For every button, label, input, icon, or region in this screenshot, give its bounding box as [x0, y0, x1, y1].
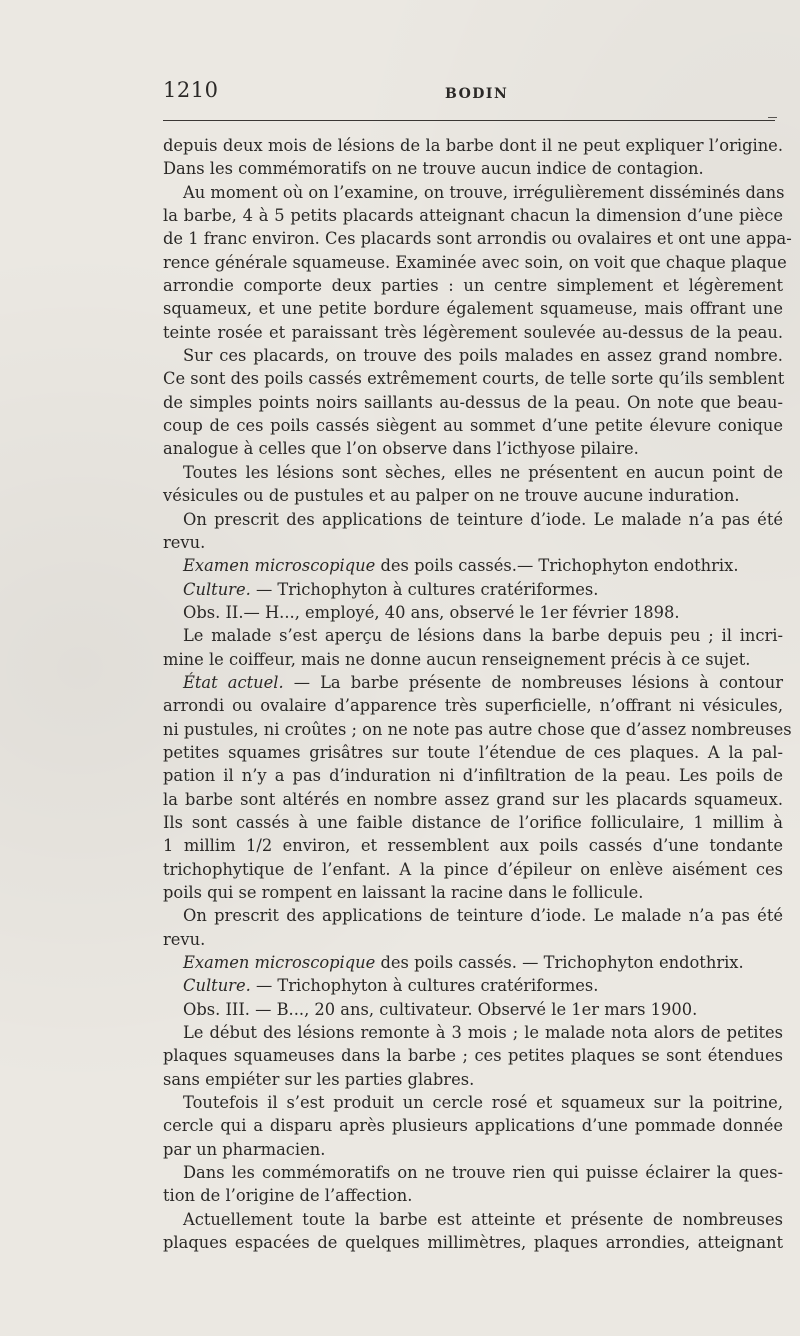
line-text: — Trichophyton à cultures cratériformes.: [250, 579, 599, 599]
line-text: des poils cassés.— Trichophyton endothrix.: [375, 556, 739, 576]
text-line: plaques espacées de quelques millimètres, plaques arrondies, atteignant: [163, 1233, 783, 1253]
text-line: la barbe sont altérés en nombre assez grand sur les placards squameux.: [163, 789, 783, 809]
running-head: BODIN: [445, 86, 509, 102]
text-line: rence générale squameuse. Examinée avec soin, on voit que chaque plaque: [163, 252, 787, 272]
text-line: Ce sont des poils cassés extrêmement courts, de telle sorte qu’ils semblent: [163, 369, 785, 389]
text-line: Au moment où on l’examine, on trouve, irrégulièrement disséminés dans: [183, 182, 785, 202]
text-line: On prescrit des applications de teinture d’iode. Le malade n’a pas été: [183, 906, 783, 926]
body-text: [163, 134, 792, 1255]
text-line: squameux, et une petite bordure également squameuse, mais offrant une: [163, 299, 783, 319]
text-line: Le début des lésions remonte à 3 mois ; le malade nota alors de petites: [183, 1023, 783, 1043]
italic-heading: Culture.: [183, 579, 251, 599]
text-line: Actuellement toute la barbe est atteinte et présente de nombreuses: [183, 1209, 783, 1229]
text-line: analogue à celles que l’on observe dans l’icthyose pilaire.: [163, 439, 639, 459]
text-line: poils qui se rompent en laissant la racine dans le follicule.: [163, 883, 644, 902]
line-text: des poils cassés. — Trichophyton endothrix.: [375, 953, 744, 973]
text-line: pation il n’y a pas d’induration ni d’infiltration de la peau. Les poils de: [163, 766, 783, 786]
text-line: 1 millim 1/2 environ, et ressemblent aux poils cassés d’une tondante: [163, 836, 783, 856]
text-line: cercle qui a disparu après plusieurs applications d’une pommade donnée: [163, 1116, 783, 1136]
text-line: Toutes les lésions sont sèches, elles ne présentent en aucun point de: [183, 462, 783, 482]
text-line: trichophytique de l’enfant. A la pince d’épileur on enlève aisément ces: [163, 859, 783, 879]
text-line: arrondie comporte deux parties : un centre simplement et légèrement: [163, 276, 783, 296]
text-line: revu.: [163, 929, 206, 949]
line-text: — Trichophyton à cultures cratériformes.: [250, 976, 599, 996]
text-line: de simples points noirs saillants au-dessus de la peau. On note que beau-: [163, 392, 783, 412]
page-number: 1210: [163, 78, 219, 102]
text-line: mine le coiffeur, mais ne donne aucun renseignement précis à ce sujet.: [163, 649, 751, 669]
rule-mark: [768, 117, 777, 118]
text-line: [163, 974, 783, 997]
page-header: [163, 78, 783, 108]
italic-heading: Examen microscopique: [183, 556, 376, 576]
text-line: arrondi ou ovalaire d’apparence très superficielle, n’offrant ni vésicules,: [163, 696, 783, 716]
text-line: coup de ces poils cassés siègent au sommet d’une petite élevure conique: [163, 416, 783, 436]
header-rule: [163, 120, 775, 121]
text-line: sans empiéter sur les parties glabres.: [163, 1069, 475, 1089]
text-line: par un pharmacien.: [163, 1139, 326, 1159]
text-line: ni pustules, ni croûtes ; on ne note pas autre chose que d’assez nombreuses: [163, 719, 792, 739]
text-line: Obs. III. — B..., 20 ans, cultivateur. Observé le 1er mars 1900.: [183, 999, 698, 1019]
text-line: [163, 578, 783, 601]
text-line: [163, 951, 783, 974]
italic-heading: État actuel.: [183, 672, 284, 692]
text-line: Dans les commémoratifs on ne trouve rien qui puisse éclairer la ques-: [183, 1163, 783, 1183]
italic-heading: Examen microscopique: [183, 953, 376, 973]
text-line: petites squames grisâtres sur toute l’étendue de ces plaques. A la pal-: [163, 742, 783, 762]
text-line: [163, 554, 783, 577]
text-line: Ils sont cassés à une faible distance de l’orifice folliculaire, 1 millim à: [163, 812, 783, 832]
text-line: tion de l’origine de l’affection.: [163, 1186, 413, 1206]
text-line: de 1 franc environ. Ces placards sont arrondis ou ovalaires et ont une appa-: [163, 229, 792, 249]
text-line: On prescrit des applications de teinture d’iode. Le malade n’a pas été: [183, 509, 783, 529]
text-line: la barbe, 4 à 5 petits placards atteignant chacun la dimension d’une pièce: [163, 206, 783, 226]
text-line: vésicules ou de pustules et au palper on ne trouve aucune induration.: [163, 486, 740, 506]
text-line: plaques squameuses dans la barbe ; ces petites plaques se sont étendues: [163, 1046, 783, 1066]
text-line: Dans les commémoratifs on ne trouve aucun indice de contagion.: [163, 159, 704, 179]
text-line: Toutefois il s’est produit un cercle rosé et squameux sur la poitrine,: [183, 1093, 783, 1113]
text-line: teinte rosée et paraissant très légèrement soulevée au-dessus de la peau.: [163, 322, 783, 342]
text-line: depuis deux mois de lésions de la barbe dont il ne peut expliquer l’origine.: [163, 136, 783, 155]
text-line: Obs. II.— H..., employé, 40 ans, observé le 1er février 1898.: [183, 602, 680, 622]
text-line: revu.: [163, 532, 206, 552]
line-text: — La barbe présente de nombreuses lésions à contour: [283, 672, 783, 692]
italic-heading: Culture.: [183, 976, 251, 996]
text-line: Le malade s’est aperçu de lésions dans la barbe depuis peu ; il incri-: [183, 626, 783, 646]
text-line: [163, 671, 783, 694]
text-line: Sur ces placards, on trouve des poils malades en assez grand nombre.: [183, 346, 783, 366]
